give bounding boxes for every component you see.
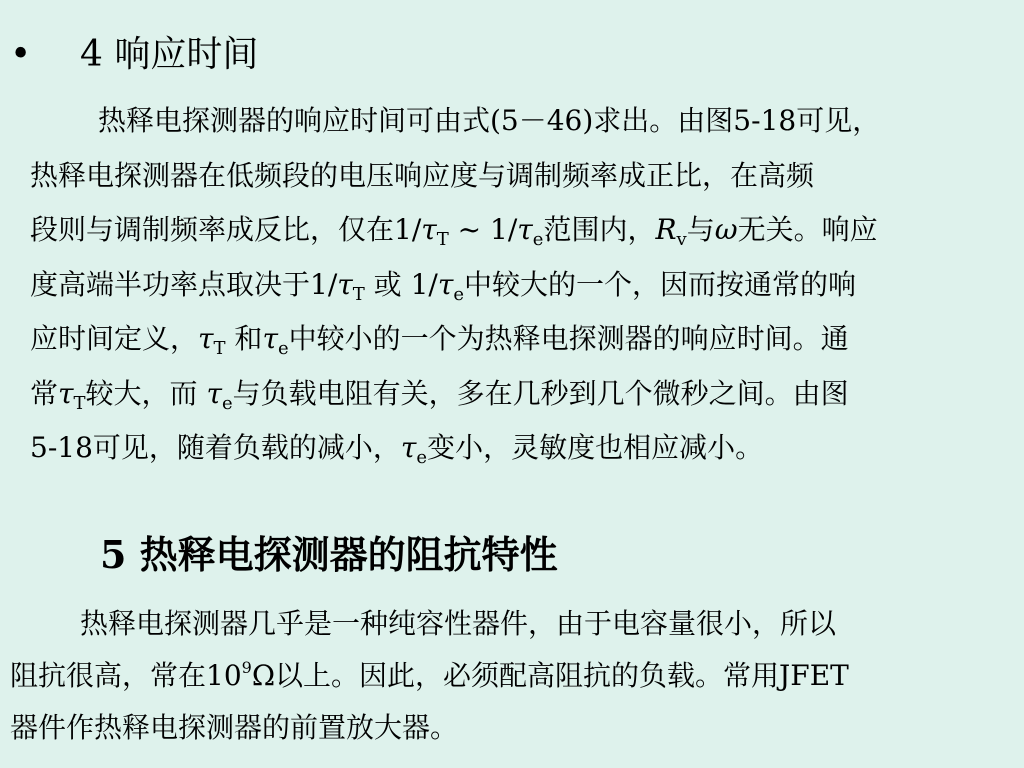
para1-line-7: 5-18可见，随着负载的减小，$\tau_e$变小，灵敏度也相应减小。 [30, 431, 764, 468]
bullet-icon: • [10, 34, 32, 75]
response-time-paragraph [30, 94, 1010, 476]
para1-line-6: 常$\tau_T$较大，而 $\tau_e$与负载电阻有关，多在几秒到几个微秒之间。由图 [30, 376, 849, 414]
para1-line-4: 度高端半功率点取决于$1/\tau_T$ 或 $1/\tau_e$中较大的一个，因而按通常的响 [30, 267, 856, 305]
para2-line-1: 热释电探测器几乎是一种纯容性器件，由于电容量很小，所以 [80, 607, 837, 640]
section-4-title: 4 响应时间 [80, 34, 259, 75]
para1-line-2: 热释电探测器在低频段的电压响应度与调制频率成正比，在高频 [30, 158, 815, 192]
para2-line-2: 阻抗很高，常在$10^9\Omega$以上。因此，必须配高阻抗的负载。常用JFET [10, 658, 849, 692]
section-5-heading: 5 热释电探测器的阻抗特性 [100, 532, 558, 577]
section-4-heading [10, 30, 258, 80]
para2-line-3: 器件作热释电探测器的前置放大器。 [10, 711, 459, 744]
para1-line-1: 热释电探测器的响应时间可由式(5－46)求出。由图5-18可见， [98, 104, 881, 137]
para1-line-5: 应时间定义，$\tau_T$ 和$\tau_e$中较小的一个为热释电探测器的响应时间。通 [30, 322, 849, 359]
impedance-paragraph [10, 598, 1010, 754]
para1-line-3: 段则与调制频率成反比，仅在$1/\tau_T$ ~ $1/\tau_e$范围内，$R_v$与ω无关。响应 [30, 213, 878, 250]
